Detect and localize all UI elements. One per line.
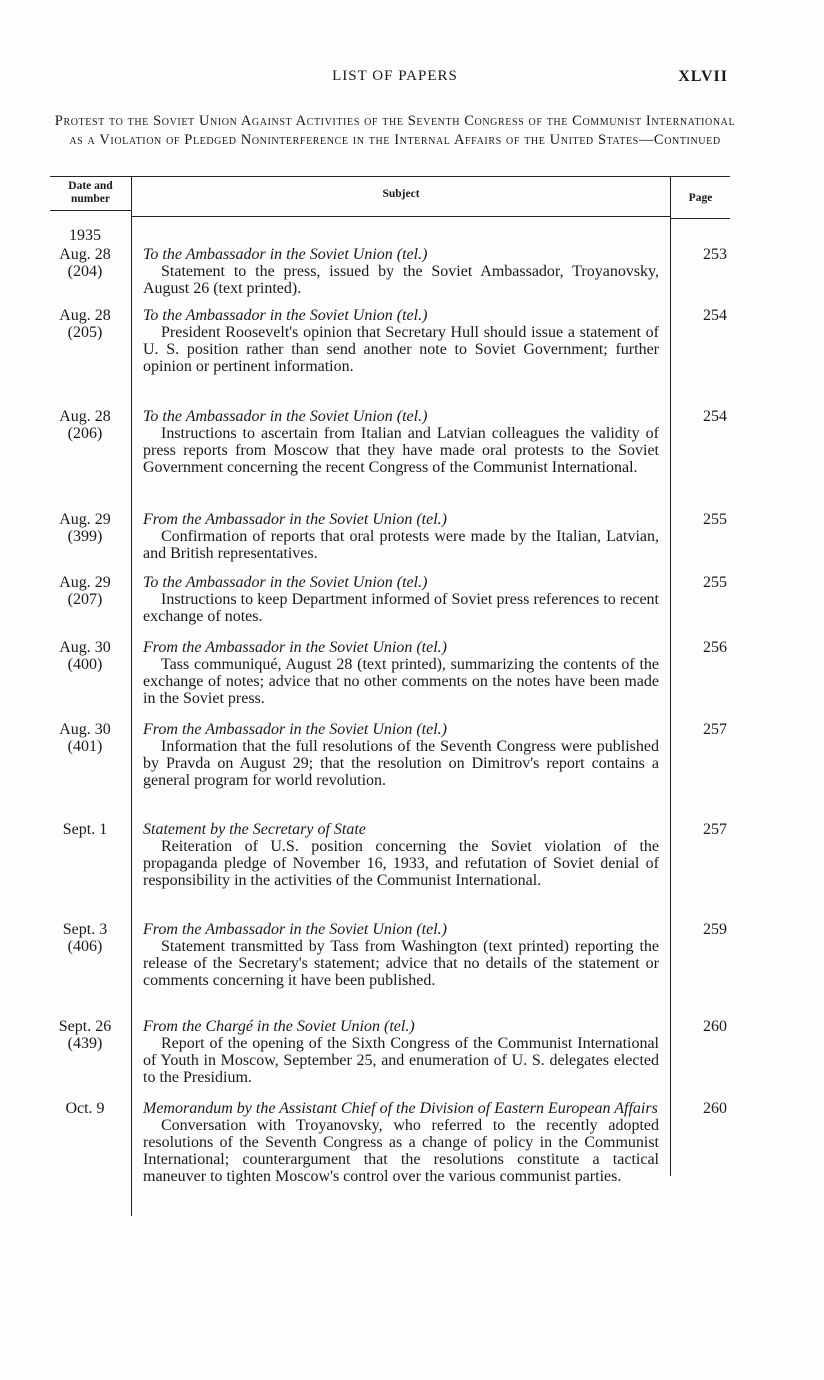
entry-date-cell <box>50 821 120 838</box>
entry-page: 255 <box>703 574 727 591</box>
entry-heading: To the Ambassador in the Soviet Union (tel.) <box>143 307 428 324</box>
entry-number: (400) <box>67 656 103 673</box>
entry-subject-cell <box>143 246 659 297</box>
entry-number: (401) <box>67 738 103 755</box>
entry-description: Conversation with Troyanovsky, who referred to the recently adopted resolutions of the Seventh Congress as a change of policy in the Communist International; counterargument that the resolutions constitute a tactical maneuver to tighten Moscow's control over the various communist parties. <box>143 1117 659 1185</box>
entry-date-cell <box>50 1018 120 1052</box>
entry-description: Report of the opening of the Sixth Congress of the Communist International of Youth in Moscow, September 25, and enumeration of U. S. delegates elected to the Presidium. <box>143 1035 659 1086</box>
entry-number: (399) <box>67 528 103 545</box>
entry-date-cell <box>50 921 120 955</box>
entry-description: Statement transmitted by Tass from Washington (text printed) reporting the release of the Secretary's statement; advice that no details of the statement or comments concerning it have been published. <box>143 938 659 989</box>
entry-heading: To the Ambassador in the Soviet Union (tel.) <box>143 408 428 425</box>
entry-description: Tass communiqué, August 28 (text printed), summarizing the contents of the exchange of notes; advice that no other comments on the notes have been made in the Soviet press. <box>143 656 659 707</box>
entry-number: (439) <box>67 1035 103 1052</box>
entry-date-cell <box>50 307 120 341</box>
entry-date-cell <box>50 1100 120 1117</box>
entry-page: 260 <box>703 1100 727 1117</box>
entry-page: 253 <box>703 246 727 263</box>
entry-subject-cell <box>143 1018 659 1086</box>
entry-description: Information that the full resolutions of the Seventh Congress were published by Pravda on August 29; that the resolution on Dimitrov's report contains a general program for world revolution. <box>143 738 659 789</box>
entry-number: (205) <box>67 324 103 341</box>
entry-number: (207) <box>67 591 103 608</box>
entry-heading: Memorandum by the Assistant Chief of the Division of Eastern European Affairs <box>143 1100 658 1117</box>
entry-heading: Statement by the Secretary of State <box>143 821 366 838</box>
entry-subject-cell <box>143 511 659 562</box>
entry-heading: From the Ambassador in the Soviet Union (tel.) <box>143 921 447 938</box>
entry-subject-cell <box>143 721 659 789</box>
entry-page: 257 <box>703 721 727 738</box>
running-header-title: LIST OF PAPERS <box>332 68 458 84</box>
entry-heading: From the Ambassador in the Soviet Union (tel.) <box>143 721 447 738</box>
entry-description: Confirmation of reports that oral protests were made by the Italian, Latvian, and British representatives. <box>143 528 659 562</box>
entry-date: Aug. 28 <box>59 307 111 324</box>
entry-date: Aug. 28 <box>59 246 111 263</box>
entry-page: 257 <box>703 821 727 838</box>
entry-heading: From the Ambassador in the Soviet Union (tel.) <box>143 639 447 656</box>
entry-description: Reiteration of U.S. position concerning the Soviet violation of the propaganda pledge of November 16, 1933, and refutation of Soviet denial of responsibility in the activities of the Communist International. <box>143 838 659 889</box>
entry-date: Aug. 29 <box>59 511 111 528</box>
entry-date-cell <box>50 574 120 608</box>
entry-subject-cell <box>143 821 659 889</box>
subject-header-rule <box>132 216 670 217</box>
entry-date-cell <box>50 246 120 280</box>
entry-subject-cell <box>143 307 659 375</box>
page-column-header: Page <box>688 192 713 204</box>
entry-page: 256 <box>703 639 727 656</box>
entry-date: Sept. 1 <box>62 821 108 838</box>
entry-number: (406) <box>67 938 103 955</box>
entry-heading: From the Ambassador in the Soviet Union (tel.) <box>143 511 447 528</box>
entry-page: 260 <box>703 1018 727 1035</box>
entry-date: Aug. 29 <box>59 574 111 591</box>
date-column-header: Date and number <box>68 180 113 205</box>
subject-column-header: Subject <box>382 188 420 200</box>
entry-description: Statement to the press, issued by the Soviet Ambassador, Troyanovsky, August 26 (text printed). <box>143 263 659 297</box>
entry-date-cell <box>50 721 120 755</box>
entry-heading: To the Ambassador in the Soviet Union (tel.) <box>143 246 428 263</box>
entry-date: Aug. 30 <box>59 639 111 656</box>
entry-date-cell <box>50 408 120 442</box>
entry-description: President Roosevelt's opinion that Secretary Hull should issue a statement of U. S. position rather than send another note to Soviet Government; further opinion or pertinent information. <box>143 324 659 375</box>
entry-page: 255 <box>703 511 727 528</box>
entry-heading: To the Ambassador in the Soviet Union (tel.) <box>143 574 428 591</box>
date-header-rule <box>50 210 131 211</box>
page-header-rule <box>671 218 730 219</box>
entry-date-cell <box>50 639 120 673</box>
entry-subject-cell <box>143 921 659 989</box>
entry-description: Instructions to ascertain from Italian and Latvian colleagues the validity of press reports from Moscow that they have made oral protests to the Soviet Government concerning the recent Congress of the Communist International. <box>143 425 659 476</box>
entry-page: 259 <box>703 921 727 938</box>
section-title: Protest to the Soviet Union Against Activities of the Seventh Congress of the Communist International as a Violation of Pledged Noninterference in the Internal Affairs of the United States—Continued <box>54 113 736 148</box>
entry-date: Sept. 26 <box>58 1018 112 1035</box>
entry-number: (206) <box>67 425 103 442</box>
page-number: XLVII <box>678 68 728 85</box>
entry-page: 254 <box>703 307 727 324</box>
table-top-rule <box>50 176 730 177</box>
entry-subject-cell <box>143 408 659 476</box>
entry-page: 254 <box>703 408 727 425</box>
entry-date-cell <box>50 511 120 545</box>
entry-date: Aug. 28 <box>59 408 111 425</box>
entry-date: Aug. 30 <box>59 721 111 738</box>
entry-subject-cell <box>143 574 659 625</box>
entry-subject-cell <box>143 639 659 707</box>
entry-date: Oct. 9 <box>65 1100 105 1117</box>
entry-description: Instructions to keep Department informed of Soviet press references to recent exchange of notes. <box>143 591 659 625</box>
date-column-divider <box>131 176 132 1216</box>
entry-heading: From the Chargé in the Soviet Union (tel.) <box>143 1018 415 1035</box>
entry-date: Sept. 3 <box>62 921 108 938</box>
entry-number: (204) <box>67 263 103 280</box>
entry-subject-cell <box>143 1100 659 1185</box>
year-label: 1935 <box>69 227 101 244</box>
